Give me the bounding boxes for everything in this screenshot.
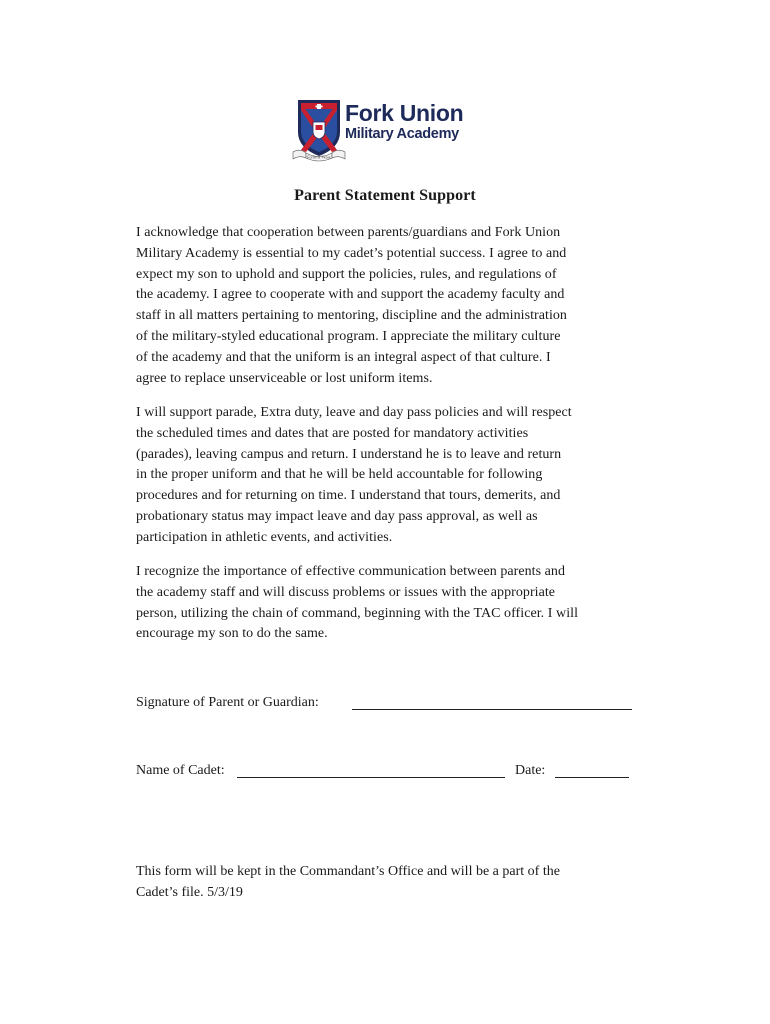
academy-logo: [292, 98, 472, 162]
footer-note: [136, 862, 636, 904]
logo-wordmark: [345, 100, 463, 142]
paragraph-line: the academy. I agree to cooperate with and support the academy faculty and: [136, 287, 565, 303]
paragraph-line: person, utilizing the chain of command, beginning with the TAC officer. I will: [136, 605, 579, 621]
paragraph-line: of the military-styled educational program. I appreciate the military culture: [136, 328, 561, 344]
paragraph-communication: [136, 562, 634, 645]
paragraph-line: encourage my son to do the same.: [136, 626, 328, 642]
paragraph-line: procedures and for returning on time. I understand that tours, demerits, and: [136, 488, 561, 504]
paragraph-acknowledgement: [136, 223, 634, 389]
signature-label: Signature of Parent or Guardian:: [136, 695, 319, 710]
paragraph-line: probationary status may impact leave and day pass approval, as well as: [136, 508, 538, 524]
paragraph-line: of the academy and that the uniform is an integral aspect of that culture. I: [136, 349, 551, 365]
paragraph-line: (parades), leaving campus and return. I understand he is to leave and return: [136, 446, 562, 462]
paragraph-line: the scheduled times and dates that are posted for mandatory activities: [136, 425, 529, 441]
date-label: Date:: [515, 763, 546, 778]
paragraph-line: expect my son to uphold and support the policies, rules, and regulations of: [136, 266, 557, 282]
logo-motto: Fortis et Verax: [307, 154, 331, 160]
paragraph-line: Military Academy is essential to my cadet’s potential success. I agree to and: [136, 245, 567, 261]
footer-line: This form will be kept in the Commandant’s Office and will be a part of the: [136, 864, 560, 879]
date-line[interactable]: [555, 777, 629, 778]
signature-line[interactable]: [352, 709, 632, 710]
document-title: Parent Statement Support: [294, 187, 476, 204]
paragraph-line: I will support parade, Extra duty, leave and day pass policies and will respect: [136, 405, 572, 420]
paragraph-line: staff in all matters pertaining to mentoring, discipline and the administration: [136, 308, 567, 324]
logo-line-2: Military Academy: [345, 126, 459, 142]
paragraph-line: agree to replace unserviceable or lost uniform items.: [136, 370, 433, 386]
paragraph-line: I acknowledge that cooperation between parents/guardians and Fork Union: [136, 225, 561, 240]
logo-line-1: Fork Union: [345, 100, 464, 126]
paragraph-line: participation in athletic events, and activities.: [136, 529, 393, 545]
academy-crest-icon: [292, 98, 346, 162]
cadet-name-line[interactable]: [237, 777, 505, 778]
cadet-name-label: Name of Cadet:: [136, 763, 225, 778]
paragraph-policies: [136, 403, 634, 549]
footer-line: Cadet’s file. 5/3/19: [136, 884, 243, 900]
paragraph-line: I recognize the importance of effective communication between parents and: [136, 564, 566, 579]
paragraph-line: the academy staff and will discuss problems or issues with the appropriate: [136, 584, 556, 600]
paragraph-line: in the proper uniform and that he will be held accountable for following: [136, 467, 543, 483]
